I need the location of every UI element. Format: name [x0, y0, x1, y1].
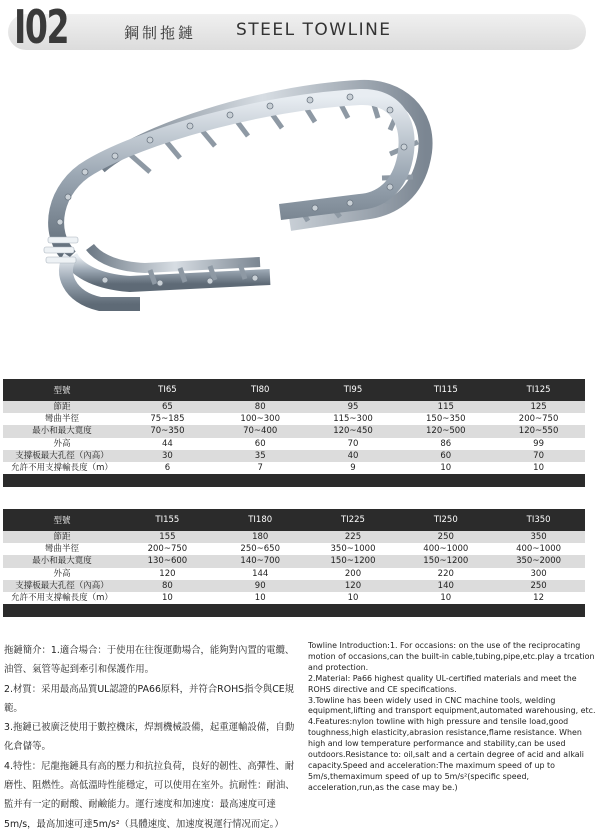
table-row [3, 401, 585, 413]
table-cell: 120 [121, 568, 214, 580]
table-row [3, 462, 585, 474]
table-row [3, 543, 585, 555]
table-cell: 300 [492, 568, 585, 580]
table-cell: 支撐板最大孔徑（內高） [3, 450, 121, 462]
table-cell: 150~1200 [399, 555, 492, 567]
intro-en-paragraph: 4.Features:nylon towline with high pressure and tensile load,good toughness,high elasticity,abrasion resistance,flame resistance. When high and low temperature performance and stability,can be used outdoors.Resistance to: oil,salt and a certain degree of acid and alkali capacity.Speed and acceleration:The maximum speed of up to 5m/s,themaximum speed of up to 5m/s²(specific speed, acceleration,run,as the case may be.) [308, 717, 584, 792]
title-chinese: 鋼制拖鏈 [124, 24, 197, 42]
table-cell: 95 [307, 401, 400, 413]
table-cell: 7 [214, 462, 307, 474]
table-cell: 150~1200 [307, 555, 400, 567]
table-cell: 允許不用支撐輸長度（m） [3, 462, 121, 474]
table-row [3, 592, 585, 604]
title-english: STEEL TOWLINE [236, 20, 392, 40]
table-cell: 80 [214, 401, 307, 413]
table-row [3, 413, 585, 425]
towline-image [30, 72, 450, 342]
table-cell: 150~350 [399, 413, 492, 425]
table-cell: 10 [214, 592, 307, 604]
table-cell: 節距 [3, 531, 121, 543]
table-cell: 12 [492, 592, 585, 604]
table-cell: 155 [121, 531, 214, 543]
table-header-cell: 型號 [3, 509, 121, 531]
table-cell: 350 [492, 531, 585, 543]
intro-en-paragraph: 2.Material: Pa66 highest quality UL-certified materials and meet the ROHS directive and CE specifications. [308, 673, 577, 694]
table-cell: 350~1000 [307, 543, 400, 555]
table-cell: 10 [121, 592, 214, 604]
table-cell: 10 [399, 592, 492, 604]
table-cell: 節距 [3, 401, 121, 413]
table-cell: 115 [399, 401, 492, 413]
table-cell: 9 [307, 462, 400, 474]
table-cell: 35 [214, 450, 307, 462]
table-cell: 最小和最大寬度 [3, 425, 121, 437]
table-cell: 86 [399, 438, 492, 450]
table-cell: 140~700 [214, 555, 307, 567]
table-cell: 120~500 [399, 425, 492, 437]
intro-cn-paragraph: 4.特性：尼龍拖鏈具有高的壓力和抗拉負荷，良好的韌性、高彈性、耐磨性、阻燃性。高低溫時性能穩定，可以使用在室外。抗耐性：耐油、監并有一定的耐酸、耐鹼能力。運行速度和加速度：最高速度可達5m/s，最高加速可達5m/s²（具體速度、加速度視運行情况而定。） [4, 760, 295, 830]
table-cell: 180 [214, 531, 307, 543]
table-header-cell: TI250 [399, 509, 492, 531]
table-cell: 200~750 [121, 543, 214, 555]
product-code: I02 [14, 0, 69, 54]
table-header-cell: TI115 [399, 379, 492, 401]
table-cell: 支撐板最大孔徑（內高） [3, 580, 121, 592]
table-cell: 70~400 [214, 425, 307, 437]
table-footer-bar [3, 474, 585, 487]
table-cell: 65 [121, 401, 214, 413]
table-cell: 70~350 [121, 425, 214, 437]
table-cell: 80 [121, 580, 214, 592]
intro-cn-paragraph: 2.材質：采用最高品質UL認證的PA66原料，并符合ROHS指令與CE規範。 [4, 683, 295, 714]
table-header-cell: TI350 [492, 509, 585, 531]
table-cell: 允許不用支撐輸長度（m） [3, 592, 121, 604]
table-header-cell: TI80 [214, 379, 307, 401]
table-cell: 100~300 [214, 413, 307, 425]
table-row [3, 580, 585, 592]
table-cell: 75~185 [121, 413, 214, 425]
table-cell: 120~450 [307, 425, 400, 437]
table-row [3, 568, 585, 580]
table-cell: 30 [121, 450, 214, 462]
table-cell: 90 [214, 580, 307, 592]
table-cell: 400~1000 [492, 543, 585, 555]
table-cell: 250 [399, 531, 492, 543]
table-cell: 40 [307, 450, 400, 462]
table-row [3, 450, 585, 462]
table-cell: 125 [492, 401, 585, 413]
table-cell: 外高 [3, 568, 121, 580]
table-header-cell: TI95 [307, 379, 400, 401]
table-cell: 120 [307, 580, 400, 592]
table-cell: 115~300 [307, 413, 400, 425]
table-cell: 70 [492, 450, 585, 462]
table-cell: 10 [399, 462, 492, 474]
table-cell: 250~650 [214, 543, 307, 555]
spec-table-2 [3, 509, 585, 617]
table-cell: 彎曲半徑 [3, 543, 121, 555]
table-cell: 220 [399, 568, 492, 580]
table-cell: 350~2000 [492, 555, 585, 567]
intro-english [308, 641, 596, 794]
table-header-cell: 型號 [3, 379, 121, 401]
table-cell: 200 [307, 568, 400, 580]
table-cell: 44 [121, 438, 214, 450]
table-cell: 250 [492, 580, 585, 592]
table-cell: 彎曲半徑 [3, 413, 121, 425]
table-cell: 144 [214, 568, 307, 580]
table-cell: 200~750 [492, 413, 585, 425]
table-cell: 外高 [3, 438, 121, 450]
table-cell: 10 [307, 592, 400, 604]
intro-cn-paragraph: 拖鏈簡介：1.適合場合：于使用在往復運動場合，能夠對內置的電纜、油管、氣管等起到牽引和保護作用。 [4, 645, 295, 676]
intro-cn-paragraph: 3.拖鏈已被廣泛使用于數控機床，焊割機械設備，起重運輸設備，自動化倉儲等。 [4, 722, 295, 753]
table-cell: 120~550 [492, 425, 585, 437]
intro-chinese [4, 641, 300, 834]
table-footer-bar [3, 604, 585, 617]
table-cell: 70 [307, 438, 400, 450]
table-cell: 400~1000 [399, 543, 492, 555]
table-header-cell: TI125 [492, 379, 585, 401]
table-cell: 140 [399, 580, 492, 592]
table-header-cell: TI225 [307, 509, 400, 531]
spec-table-1 [3, 379, 585, 487]
table-cell: 60 [214, 438, 307, 450]
table-header-cell: TI180 [214, 509, 307, 531]
table-cell: 最小和最大寬度 [3, 555, 121, 567]
intro-en-paragraph: 3.Towline has been widely used in CNC machine tools, welding equipment,lifting and transport equipment,automated warehousing, etc. [308, 695, 596, 716]
table-cell: 60 [399, 450, 492, 462]
table-row [3, 531, 585, 543]
table-row [3, 555, 585, 567]
table-header-cell: TI65 [121, 379, 214, 401]
table-cell: 10 [492, 462, 585, 474]
intro-en-paragraph: Towline Introduction:1. For occasions: on the use of the reciprocating motion of occasions,can the built-in cable,tubing,pipe,etc.play a trcation and protection. [308, 641, 595, 672]
table-cell: 6 [121, 462, 214, 474]
table-cell: 99 [492, 438, 585, 450]
table-cell: 130~600 [121, 555, 214, 567]
table-cell: 225 [307, 531, 400, 543]
table-row [3, 425, 585, 437]
table-header-cell: TI155 [121, 509, 214, 531]
table-row [3, 438, 585, 450]
